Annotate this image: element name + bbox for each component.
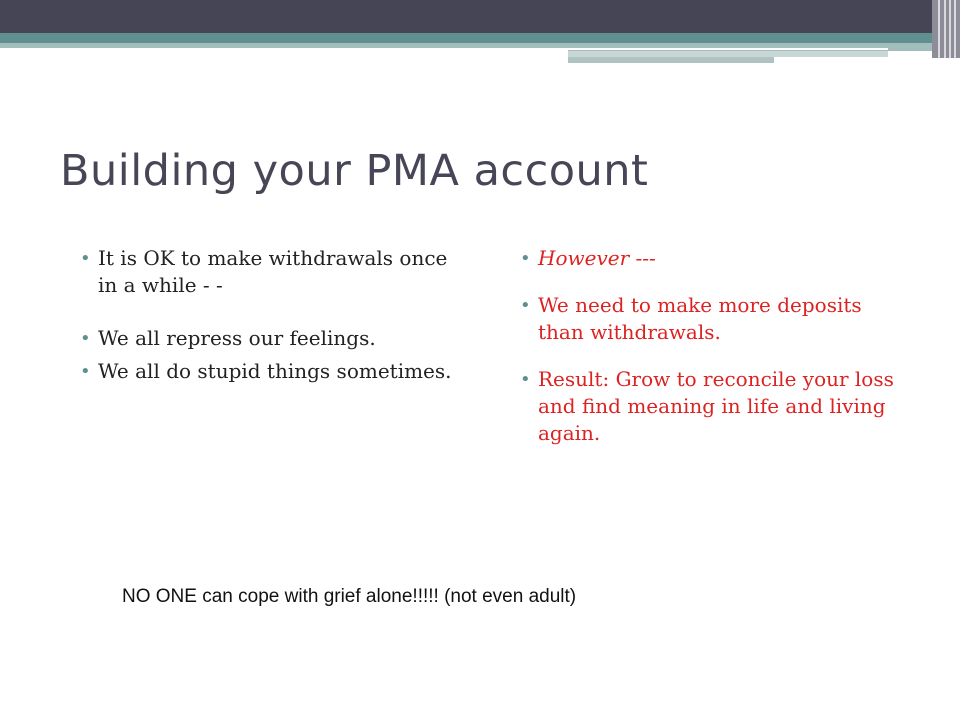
banner-divider-line — [568, 48, 888, 50]
banner-light-band — [568, 57, 774, 63]
banner-light-band — [0, 43, 568, 48]
slide-title: Building your PMA account — [60, 146, 649, 196]
header-banner — [0, 0, 960, 70]
right-bullet-list — [520, 245, 900, 447]
bullet-item: • However --- — [520, 245, 900, 272]
banner-corner-block — [932, 0, 960, 58]
banner-teal-band — [0, 33, 932, 43]
bullet-item: • Result: Grow to reconcile your loss and find meaning in life and living again. — [520, 366, 900, 447]
bullet-item: • We need to make more deposits than withdrawals. — [520, 292, 900, 346]
footer-note: NO ONE can cope with grief alone!!!!! (not even adult) — [122, 586, 577, 607]
banner-dark-band — [0, 0, 932, 33]
bullet-item: • We all repress our feelings. — [80, 325, 460, 352]
left-bullet-list — [80, 245, 460, 385]
bullet-item: • It is OK to make withdrawals once in a while - - — [80, 245, 460, 299]
bullet-item: • We all do stupid things sometimes. — [80, 358, 460, 385]
